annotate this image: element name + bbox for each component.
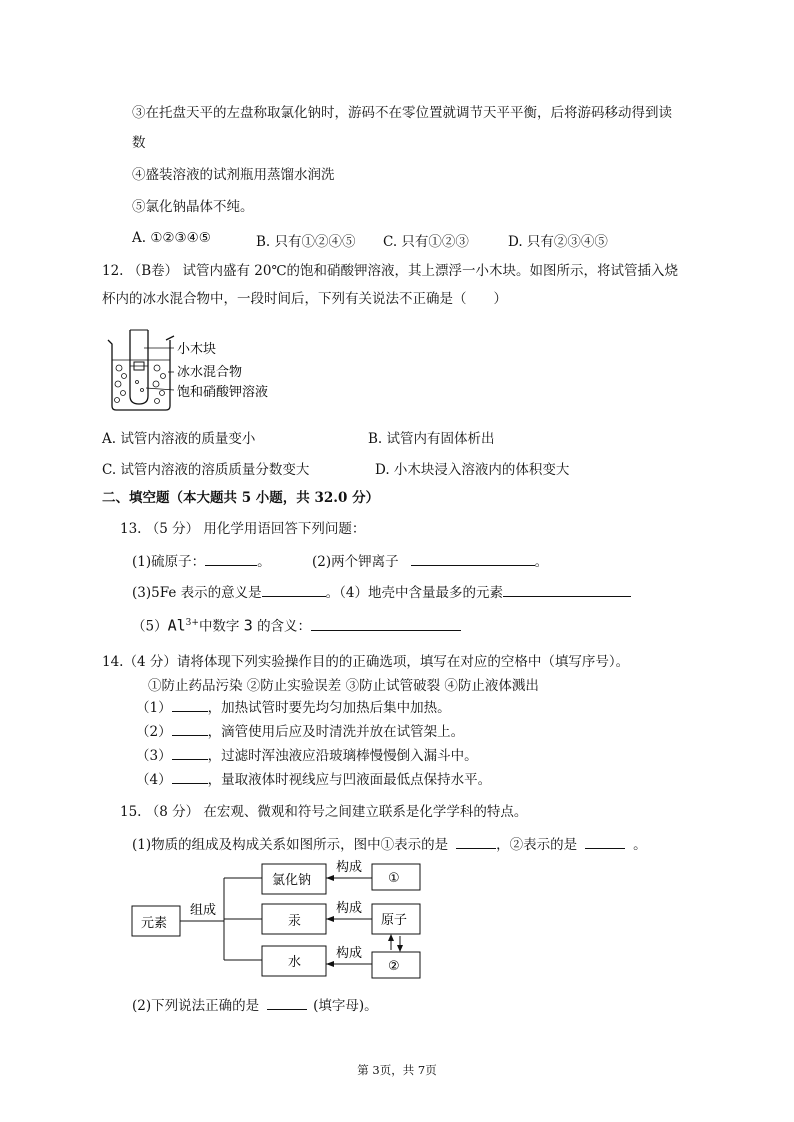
q11-option-d: D. 只有②③④⑤ xyxy=(508,234,608,250)
q15-part1 xyxy=(132,834,647,854)
composition-diagram xyxy=(126,856,436,986)
label-element: 元素 xyxy=(141,916,168,931)
label-wood: 小木块 xyxy=(177,342,217,357)
q14-s1 xyxy=(136,697,451,717)
label-compose: 组成 xyxy=(190,903,217,918)
q13-p2-end: 。 xyxy=(534,554,549,570)
q13-p2-label: (2)两个钾离子 xyxy=(312,554,399,570)
label-c2: ② xyxy=(388,959,400,974)
q14-s2 xyxy=(136,721,464,741)
label-build-2: 构成 xyxy=(336,901,363,916)
test-tube xyxy=(130,330,148,404)
q12-stem-line1: 12. （B卷） 试管内盛有 20℃的饱和硝酸钾溶液，其上漂浮一小木块。如图所示，将试管插入烧 xyxy=(102,263,679,279)
q15-part2 xyxy=(132,995,378,1015)
q13-p3-end: 。（4）地壳中含量最多的元素 xyxy=(325,585,503,601)
q13-p3-blank[interactable] xyxy=(262,582,326,597)
q15-stem: 15. （8 分） 在宏观、微观和符号之间建立联系是化学学科的特点。 xyxy=(120,804,528,820)
q11-option-c: C. 只有①②③ xyxy=(383,234,469,250)
q14-s3-text: ，过滤时浑浊液应沿玻璃棒慢慢倒入漏斗中。 xyxy=(207,748,478,764)
q13-al-symbol: Al xyxy=(167,616,186,635)
label-build-3: 构成 xyxy=(336,946,363,961)
q12-option-b: B. 试管内有固体析出 xyxy=(368,431,495,447)
q11-item3-line2: 数 xyxy=(132,135,146,151)
section-title: 二、填空题（本大题共 5 小题，共 32.0 分） xyxy=(102,490,380,506)
q13-part5 xyxy=(132,614,461,636)
q13-p3-label: (3)5Fe 表示的意义是 xyxy=(132,585,262,601)
q13-part1 xyxy=(132,551,271,571)
q14-choices: ①防止药品污染 ②防止实验误差 ③防止试管破裂 ④防止液体溅出 xyxy=(148,678,539,694)
q14-s1-blank[interactable] xyxy=(172,697,208,712)
q13-p1-label: (1)硫原子： xyxy=(132,554,206,570)
beaker-diagram xyxy=(100,326,300,416)
q12-option-c: C. 试管内溶液的溶质质量分数变大 xyxy=(102,462,310,478)
q13-p1-blank[interactable] xyxy=(205,551,257,566)
q14-s3-blank[interactable] xyxy=(172,745,208,760)
beaker-spout xyxy=(166,336,174,340)
q15-blank-2[interactable] xyxy=(585,834,625,849)
label-mercury: 汞 xyxy=(288,914,302,929)
q13-stem: 13. （5 分） 用化学用语回答下列问题： xyxy=(120,521,366,537)
q14-s4-num: （4） xyxy=(136,772,172,788)
label-nacl: 氯化钠 xyxy=(272,873,312,888)
q15-p1-text-b: ，②表示的是 xyxy=(496,837,578,853)
q12-option-d: D. 小木块浸入溶液内的体积变大 xyxy=(375,462,570,478)
q14-s2-blank[interactable] xyxy=(172,721,208,736)
q14-s2-text: ，滴管使用后应及时清洗并放在试管架上。 xyxy=(207,724,465,740)
q14-s2-num: （2） xyxy=(136,724,172,740)
q11-option-a: A. ①②③④⑤ xyxy=(132,230,211,246)
q14-stem: 14.（4 分）请将体现下列实验操作目的的正确选项，填写在对应的空格中（填写序号）。 xyxy=(102,654,630,670)
q14-s4 xyxy=(136,769,491,789)
q13-p5-blank[interactable] xyxy=(311,616,461,631)
q13-part2 xyxy=(312,551,548,571)
q14-s3-num: （3） xyxy=(136,748,172,764)
label-c1: ① xyxy=(388,871,400,886)
q13-part3 xyxy=(132,582,631,602)
q15-blank-1[interactable] xyxy=(456,834,496,849)
q13-p1-end: 。 xyxy=(257,554,271,570)
label-build-1: 构成 xyxy=(336,860,363,875)
q15-blank-3[interactable] xyxy=(267,995,307,1010)
q13-digit-three: 3 xyxy=(243,616,253,635)
ice-pieces xyxy=(115,365,166,404)
q14-s4-text: ，量取液体时视线应与凹液面最低点保持水平。 xyxy=(207,772,492,788)
q15-p2-text: (2)下列说法正确的是 xyxy=(132,998,260,1014)
q11-item4: ④盛装溶液的试剂瓶用蒸馏水润洗 xyxy=(132,167,335,183)
q13-p5-pre: （5） xyxy=(132,618,168,635)
q14-s1-text: ，加热试管时要先均匀加热后集中加热。 xyxy=(207,700,451,716)
q12-option-a: A. 试管内溶液的质量变小 xyxy=(102,431,256,447)
label-atom: 原子 xyxy=(381,913,408,928)
label-ice: 冰水混合物 xyxy=(177,365,243,380)
q13-p4-blank[interactable] xyxy=(503,582,631,597)
q13-p5-post: 的含义： xyxy=(257,618,312,635)
label-water: 水 xyxy=(288,955,302,970)
q15-p1-end: 。 xyxy=(633,837,647,853)
q13-al-charge: 3+ xyxy=(185,618,199,628)
q15-p1-text-a: (1)物质的组成及构成关系如图所示，图中①表示的是 xyxy=(132,837,449,853)
page-footer: 第 3页，共 7页 xyxy=(357,1063,437,1077)
q12-stem-line2: 杯内的冰水混合物中，一段时间后，下列有关说法不正确是（ ） xyxy=(102,291,507,307)
q11-item3-line1: ③在托盘天平的左盘称取氯化钠时，游码不在零位置就调节天平平衡，后将游码移动得到读 xyxy=(132,105,672,121)
q13-p2-blank[interactable] xyxy=(411,551,535,566)
q14-s1-num: （1） xyxy=(136,700,172,716)
q13-p5-mid: 中数字 xyxy=(198,618,240,635)
label-solution: 饱和硝酸钾溶液 xyxy=(177,385,269,400)
q11-option-b: B. 只有①②④⑤ xyxy=(256,234,356,250)
q14-s3 xyxy=(136,745,478,765)
q14-s4-blank[interactable] xyxy=(172,769,208,784)
q11-item5: ⑤氯化钠晶体不纯。 xyxy=(132,199,254,215)
q15-p2-end: (填字母)。 xyxy=(313,998,378,1014)
